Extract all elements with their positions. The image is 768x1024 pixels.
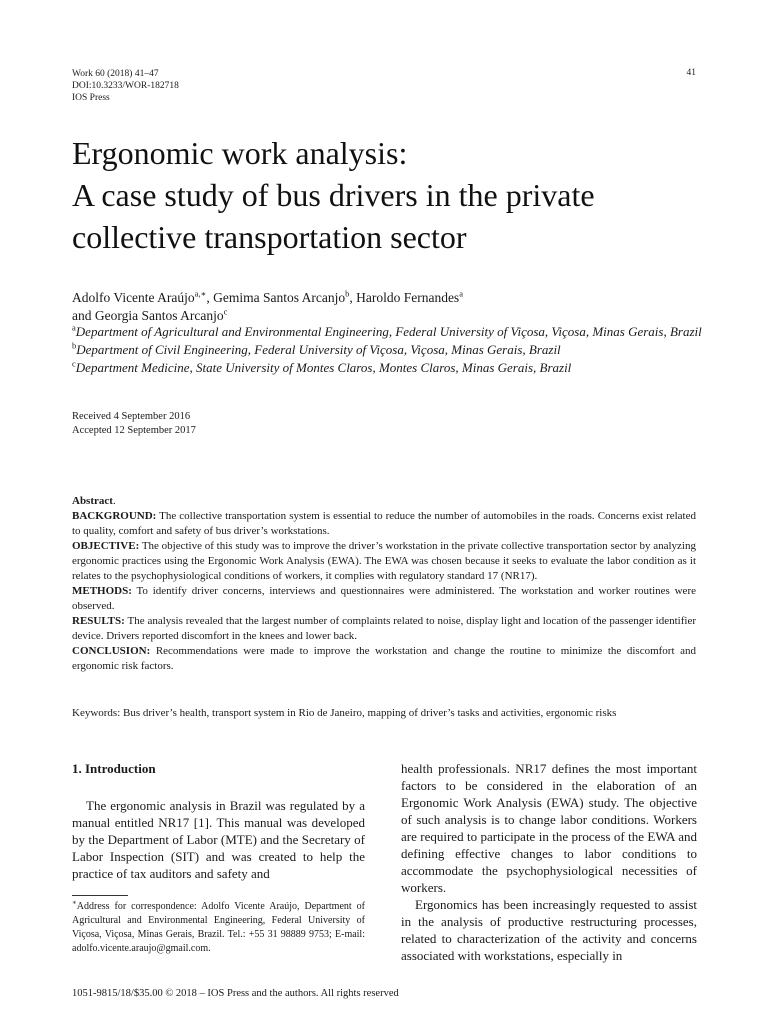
doi: DOI:10.3233/WOR-182718 <box>72 81 179 91</box>
page-number: 41 <box>686 68 696 78</box>
publisher: IOS Press <box>72 93 110 103</box>
right-column <box>401 760 697 964</box>
author-name: Adolfo Vicente Araújo <box>72 290 195 305</box>
journal-citation: Work 60 (2018) 41–47 <box>72 69 159 79</box>
footnote-divider <box>72 895 128 896</box>
author-name: and Georgia Santos Arcanjo <box>72 308 224 323</box>
author-list <box>72 289 712 325</box>
keywords: Keywords: Bus driver’s health, transport system in Rio de Janeiro, mapping of driver’s tasks and activities, ergonomic risks <box>72 707 617 719</box>
abstract-background: BACKGROUND: The collective transportation system is essential to reduce the number of automobiles in the roads. Concerns exist related to quality, comfort and safety of bus driver’s workstations. <box>72 510 696 537</box>
correspondence-footnote: ∗Address for correspondence: Adolfo Vicente Araújo, Department of Agricultural and Environmental Engineering, Federal University of Viçosa, Viçosa, Minas Gerais, Brazil. Tel.: +55 31 98889 9753; E-mail: adolfo.vicente.araujo@gmail.com. <box>72 898 365 954</box>
left-column <box>72 760 365 882</box>
title-line: A case study of bus drivers in the private <box>72 177 595 213</box>
paper-title <box>72 132 712 258</box>
author-name: Gemima Santos Arcanjo <box>213 290 346 305</box>
submission-dates <box>72 410 196 438</box>
author-sup: a,∗ <box>194 288 207 299</box>
paragraph: Ergonomics has been increasingly requested to assist in the analysis of productive restructuring processes, related to characterization of the activity and concerns associated with workstations, especially in <box>401 897 697 963</box>
affiliation: $^b$Department of Civil Engineering, Federal University of Viçosa, Viçosa, Minas Gerais, Brazil <box>72 340 561 357</box>
journal-header <box>72 68 179 104</box>
author-sup: c <box>223 306 228 317</box>
abstract-conclusion: CONCLUSION: Recommendations were made to improve the workstation and change the routine to minimize the discomfort and ergonomic risk factors. <box>72 645 696 672</box>
author-line: Adolfo Vicente Araújo$^{a,∗}$, Gemima Santos Arcanjo$^b$, Haroldo Fernandes$^a$ <box>72 288 463 305</box>
received-date: Received 4 September 2016 <box>72 411 191 422</box>
copyright-line: 1051-9815/18/$35.00 © 2018 – IOS Press and the authors. All rights reserved <box>72 988 399 999</box>
title-line: collective transportation sector <box>72 219 467 255</box>
affiliation: $^a$Department of Agricultural and Environmental Engineering, Federal University of Viçosa, Viçosa, Minas Gerais, Brazil <box>72 322 702 339</box>
abstract <box>72 494 696 674</box>
paragraph: The ergonomic analysis in Brazil was regulated by a manual entitled NR17 [1]. This manual was developed by the Department of Labor (MTE) and the Secretary of Labor Inspection (SIT) and was created to help the practice of tax auditors and safety and <box>72 798 365 881</box>
abstract-results: RESULTS: The analysis revealed that the largest number of complaints related to noise, display light and location of the passenger identifier device. Drivers reported discomfort in the knees and lower back. <box>72 615 696 642</box>
abstract-methods: METHODS: To identify driver concerns, interviews and questionnaires were administered. The workstation and worker routines were observed. <box>72 585 696 612</box>
author-sup: b <box>345 288 350 299</box>
author-sup: a <box>459 288 463 299</box>
abstract-heading: Abstract. <box>72 495 116 507</box>
author-name: Haroldo Fernandes <box>356 290 460 305</box>
affiliation: $^c$Department Medicine, State University of Montes Claros, Montes Claros, Minas Gerais, Brazil <box>72 358 572 375</box>
paragraph: health professionals. NR17 defines the most important factors to be considered in the elaboration of an Ergonomic Work Analysis (EWA) study. The objective of such analysis is to change labor conditions. Workers are required to participate in the process of the EWA and defining effective changes to labor conditions to accommodate the psychophysiological necessities of workers. <box>401 761 697 895</box>
abstract-objective: OBJECTIVE: The objective of this study was to improve the driver’s workstation in the private collective transportation sector by analyzing ergonomic practices using the Ergonomic Work Analysis (EWA). The EWA was chosen because it seeks to evaluate the labor condition as it relates to the psychophysiological conditions of workers, it complies with regulatory standard 17 (NR17). <box>72 540 696 582</box>
section-heading-introduction: 1. Introduction <box>72 761 156 776</box>
title-line: Ergonomic work analysis: <box>72 135 408 171</box>
affiliation-list <box>72 323 712 377</box>
accepted-date: Accepted 12 September 2017 <box>72 425 196 436</box>
